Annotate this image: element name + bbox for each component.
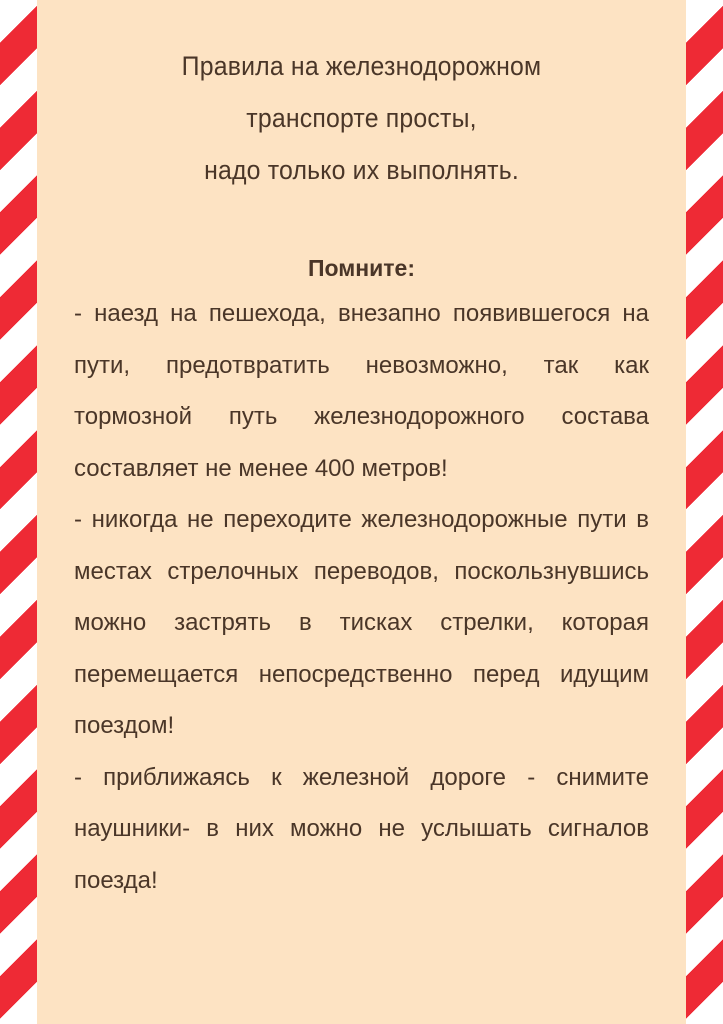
rule-item-1: - наезд на пешехода, внезапно появившегося на пути, предотвратить невозможно, так как тормозной путь железнодорожного состава составляет не менее 400 метров! (74, 300, 649, 482)
poster-content (74, 40, 649, 906)
intro-text (97, 40, 626, 196)
intro-line-2: транспорте просты, (246, 103, 477, 133)
intro-line-1: Правила на железнодорожном (181, 51, 542, 81)
remember-heading: Помните: (307, 255, 416, 281)
right-warning-stripe (686, 0, 723, 1024)
left-warning-stripe (0, 0, 37, 1024)
rule-item-3: - приближаясь к железной дороге - снимите наушники- в них можно не услышать сигналов поезда! (74, 763, 649, 894)
intro-line-3: надо только их выполнять. (204, 155, 519, 185)
rules-list (74, 288, 649, 906)
rule-item-2: - никогда не переходите железнодорожные пути в местах стрелочных переводов, поскользнувшись можно застрять в тисках стрелки, которая перемещается непосредственно перед идущим поездом! (74, 506, 649, 739)
